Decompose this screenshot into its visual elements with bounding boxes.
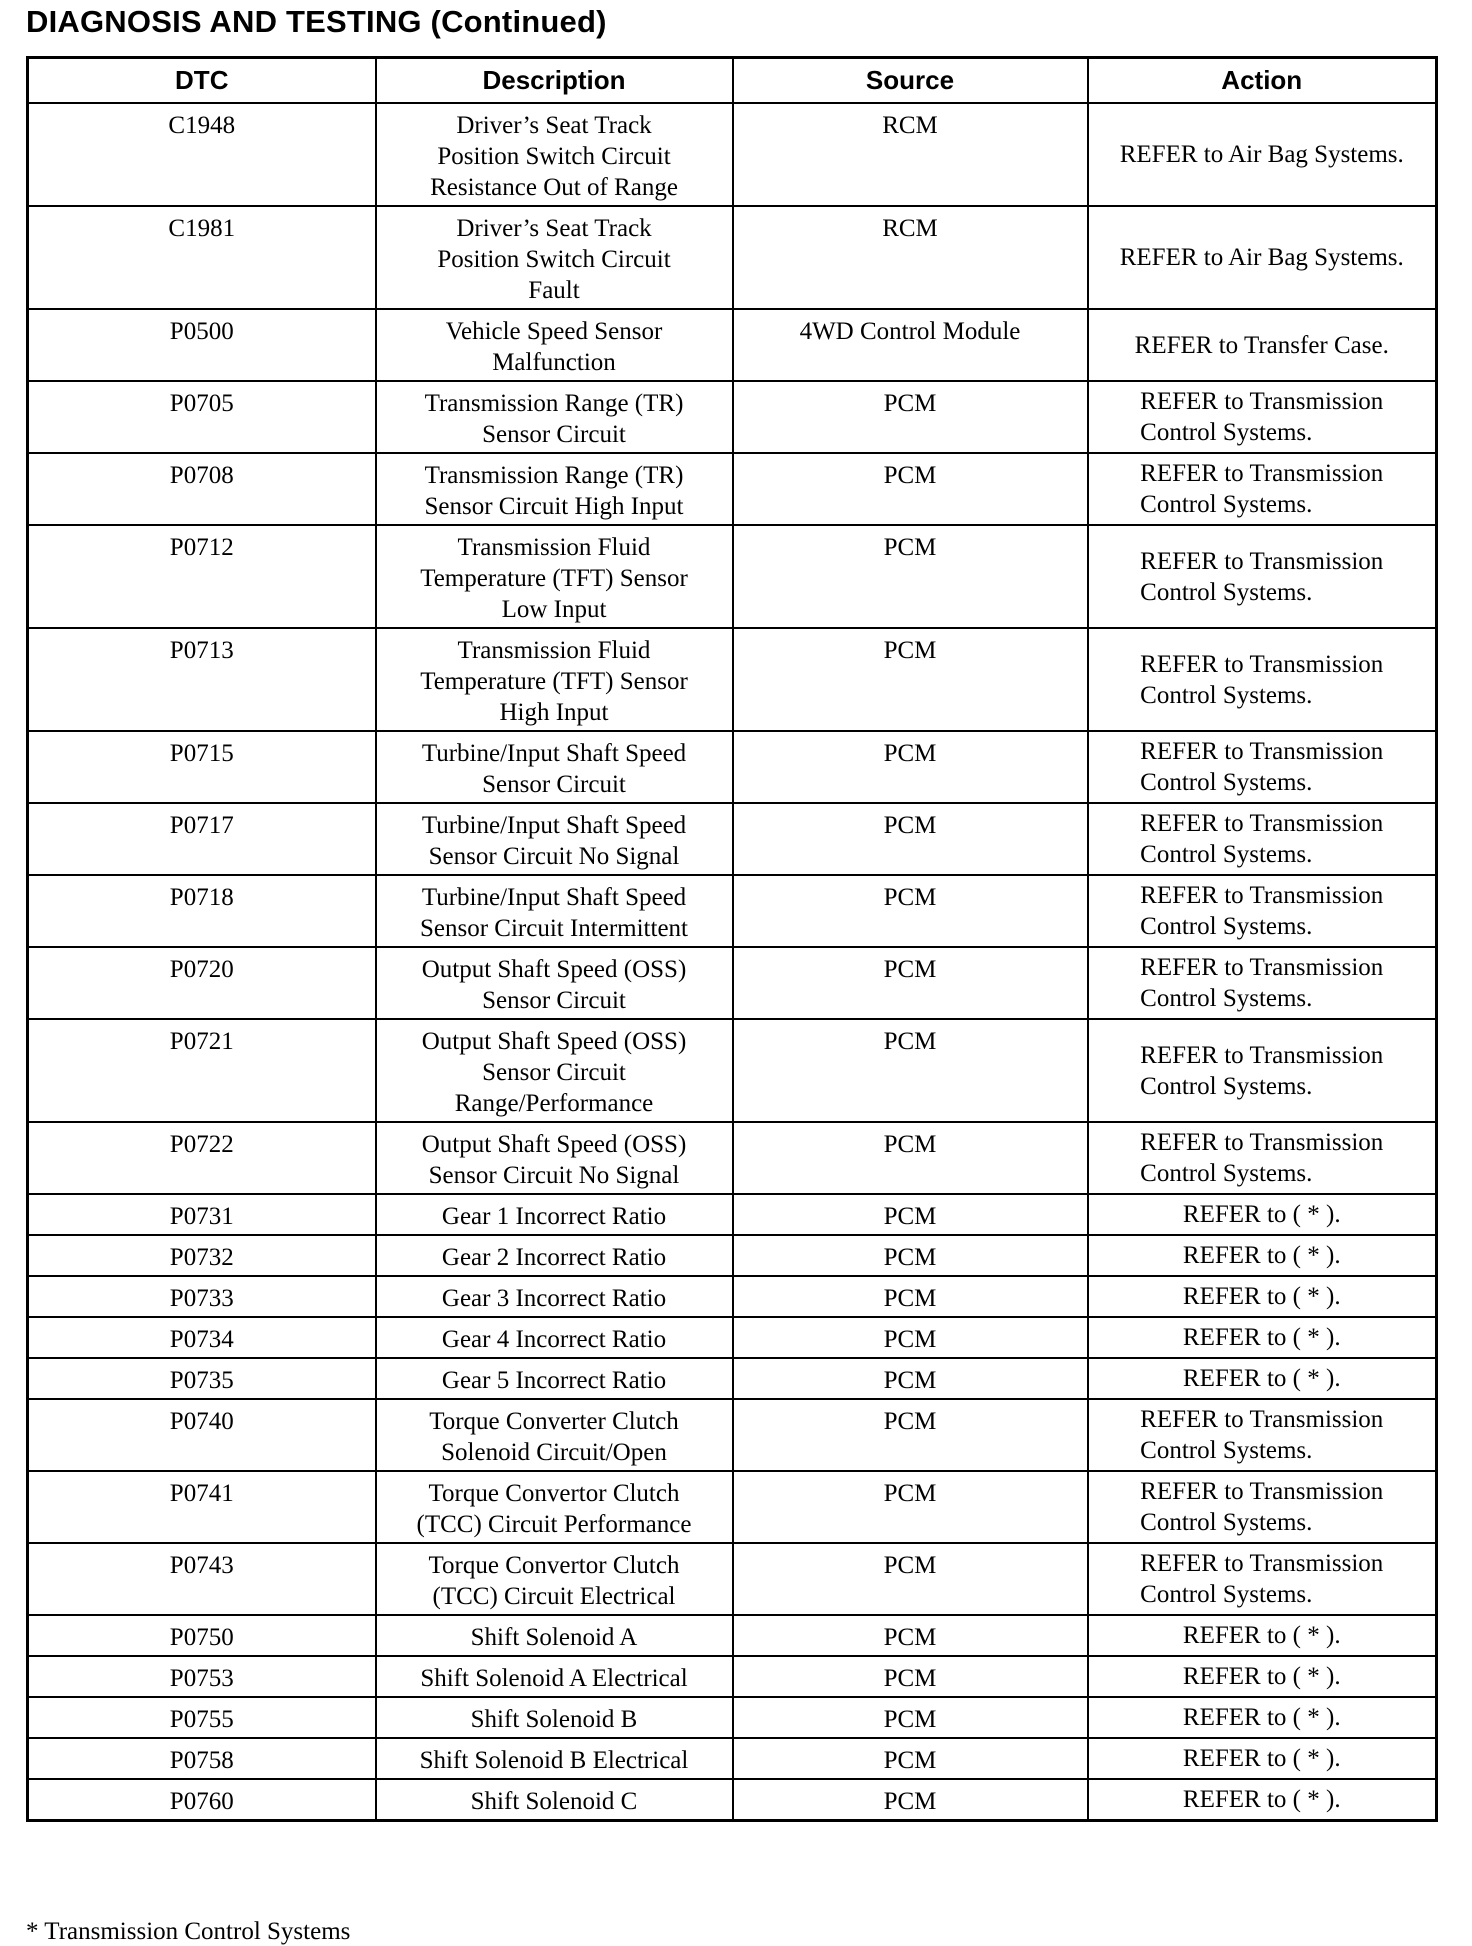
action-line: REFER to ( * ).: [1182, 1283, 1341, 1310]
dtc-source: PCM: [733, 525, 1088, 628]
action-line: REFER to Transmission: [1140, 1129, 1384, 1156]
dtc-code: P0713: [28, 628, 376, 731]
description-line: Output Shaft Speed (OSS): [421, 1028, 687, 1055]
dtc-action: [1088, 1317, 1437, 1358]
action-text: [1120, 242, 1404, 273]
dtc-source: PCM: [733, 875, 1088, 947]
action-line: REFER to Air Bag Systems.: [1119, 244, 1404, 271]
description-line: Sensor Circuit: [482, 771, 626, 798]
dtc-code: P0712: [28, 525, 376, 628]
description-line: Shift Solenoid A Electrical: [420, 1665, 688, 1692]
dtc-code: P0708: [28, 453, 376, 525]
dtc-description: [376, 1615, 733, 1656]
action-line: REFER to Transmission: [1140, 810, 1384, 837]
dtc-source: PCM: [733, 1399, 1088, 1471]
footnote: * Transmission Control Systems: [26, 1918, 351, 1945]
table-row: [28, 1276, 1437, 1317]
table-row: [28, 803, 1437, 875]
dtc-description: [376, 1019, 733, 1122]
table-row: [28, 1656, 1437, 1697]
dtc-source: PCM: [733, 453, 1088, 525]
description-line: Output Shaft Speed (OSS): [421, 1131, 687, 1158]
dtc-code: C1948: [28, 103, 376, 206]
description-line: Low Input: [501, 596, 607, 623]
action-text: [1183, 1702, 1341, 1733]
action-line: Control Systems.: [1140, 491, 1313, 518]
action-line: Control Systems.: [1140, 913, 1313, 940]
dtc-code: P0722: [28, 1122, 376, 1194]
action-text: [1140, 649, 1383, 711]
dtc-description: [376, 525, 733, 628]
description-line: Gear 4 Incorrect Ratio: [441, 1326, 667, 1353]
action-text: [1183, 1784, 1341, 1815]
dtc-source: PCM: [733, 1738, 1088, 1779]
table-row: [28, 1471, 1437, 1543]
description-line: Transmission Range (TR): [424, 390, 684, 417]
description-line: Driver’s Seat Track: [456, 215, 652, 242]
action-line: Control Systems.: [1140, 1072, 1313, 1100]
dtc-description: [376, 1317, 733, 1358]
description-line: Gear 3 Incorrect Ratio: [441, 1285, 667, 1312]
dtc-code: P0718: [28, 875, 376, 947]
dtc-action: [1088, 1358, 1437, 1399]
description-line: (TCC) Circuit Electrical: [432, 1583, 676, 1610]
action-line: REFER to Transmission: [1140, 1041, 1384, 1069]
dtc-description: [376, 1738, 733, 1779]
table-row: [28, 525, 1437, 628]
action-line: Control Systems.: [1140, 985, 1313, 1012]
description-line: High Input: [499, 699, 609, 726]
dtc-source: PCM: [733, 1019, 1088, 1122]
dtc-source: PCM: [733, 381, 1088, 453]
dtc-description: [376, 1399, 733, 1471]
dtc-action: [1088, 206, 1437, 309]
action-text: [1140, 808, 1383, 870]
action-line: Control Systems.: [1140, 1437, 1313, 1464]
action-text: [1140, 1404, 1383, 1466]
dtc-description: [376, 1471, 733, 1543]
description-line: Shift Solenoid C: [470, 1788, 638, 1815]
description-line: Temperature (TFT) Sensor: [420, 565, 688, 592]
description-line: Transmission Fluid: [457, 637, 651, 664]
description-line: Shift Solenoid B Electrical: [419, 1747, 689, 1774]
table-row: [28, 1399, 1437, 1471]
table-row: [28, 309, 1437, 381]
description-line: Transmission Range (TR): [424, 462, 684, 489]
dtc-action: [1088, 1471, 1437, 1543]
dtc-description: [376, 1697, 733, 1738]
dtc-action: [1088, 1399, 1437, 1471]
dtc-table: [26, 56, 1438, 1822]
action-text: [1183, 1322, 1341, 1353]
action-text: [1183, 1363, 1341, 1394]
description-line: (TCC) Circuit Performance: [416, 1511, 692, 1538]
action-line: REFER to ( * ).: [1182, 1242, 1341, 1269]
dtc-description: [376, 1276, 733, 1317]
dtc-code: P0740: [28, 1399, 376, 1471]
header-action: Action: [1088, 58, 1437, 104]
action-line: REFER to ( * ).: [1182, 1324, 1341, 1351]
action-line: REFER to Transmission: [1140, 1478, 1384, 1505]
action-line: REFER to Transmission: [1140, 650, 1384, 678]
action-text: [1183, 1743, 1341, 1774]
action-line: REFER to ( * ).: [1182, 1201, 1341, 1228]
description-line: Vehicle Speed Sensor: [445, 318, 663, 345]
dtc-action: [1088, 1235, 1437, 1276]
description-line: Shift Solenoid B: [470, 1706, 638, 1733]
description-line: Transmission Fluid: [457, 534, 651, 561]
table-row: [28, 1235, 1437, 1276]
dtc-description: [376, 875, 733, 947]
action-line: REFER to ( * ).: [1182, 1786, 1341, 1813]
dtc-description: [376, 947, 733, 1019]
dtc-description: [376, 381, 733, 453]
action-line: Control Systems.: [1140, 1581, 1313, 1608]
table-row: [28, 1697, 1437, 1738]
dtc-source: PCM: [733, 1543, 1088, 1615]
dtc-code: P0734: [28, 1317, 376, 1358]
dtc-source: PCM: [733, 1317, 1088, 1358]
description-line: Sensor Circuit High Input: [424, 493, 684, 520]
dtc-code: P0705: [28, 381, 376, 453]
action-line: Control Systems.: [1140, 578, 1313, 606]
action-text: [1135, 330, 1389, 361]
action-text: [1183, 1240, 1341, 1271]
description-line: Malfunction: [492, 349, 616, 376]
dtc-source: 4WD Control Module: [733, 309, 1088, 381]
page-title: DIAGNOSIS AND TESTING (Continued): [26, 4, 607, 39]
description-line: Torque Convertor Clutch: [428, 1480, 680, 1507]
dtc-source: PCM: [733, 1235, 1088, 1276]
description-line: Torque Converter Clutch: [429, 1408, 679, 1435]
action-text: [1140, 952, 1383, 1014]
dtc-action: [1088, 1738, 1437, 1779]
dtc-action: [1088, 1122, 1437, 1194]
description-line: Turbine/Input Shaft Speed: [421, 740, 687, 767]
dtc-description: [376, 628, 733, 731]
dtc-action: [1088, 309, 1437, 381]
dtc-action: [1088, 875, 1437, 947]
table-row: [28, 1615, 1437, 1656]
action-line: Control Systems.: [1140, 841, 1313, 868]
dtc-code: P0731: [28, 1194, 376, 1235]
action-line: REFER to Transmission: [1140, 388, 1384, 415]
dtc-description: [376, 1656, 733, 1697]
dtc-action: [1088, 1615, 1437, 1656]
action-line: REFER to Transmission: [1140, 1550, 1384, 1577]
action-line: REFER to Transmission: [1140, 547, 1384, 575]
dtc-action: [1088, 1697, 1437, 1738]
dtc-code: P0732: [28, 1235, 376, 1276]
action-line: REFER to Transmission: [1140, 1406, 1384, 1433]
dtc-action: [1088, 1779, 1437, 1821]
table-row: [28, 206, 1437, 309]
dtc-code: P0733: [28, 1276, 376, 1317]
description-line: Driver’s Seat Track: [456, 112, 652, 139]
dtc-code: C1981: [28, 206, 376, 309]
description-line: Temperature (TFT) Sensor: [420, 668, 688, 695]
table-row: [28, 453, 1437, 525]
dtc-action: [1088, 1019, 1437, 1122]
dtc-code: P0741: [28, 1471, 376, 1543]
action-text: [1140, 736, 1383, 798]
dtc-description: [376, 1122, 733, 1194]
description-line: Torque Convertor Clutch: [428, 1552, 680, 1579]
action-text: [1120, 139, 1404, 170]
action-line: REFER to ( * ).: [1182, 1365, 1341, 1392]
description-line: Gear 2 Incorrect Ratio: [441, 1244, 667, 1271]
description-line: Range/Performance: [454, 1090, 654, 1117]
dtc-description: [376, 731, 733, 803]
description-line: Sensor Circuit Intermittent: [419, 915, 688, 942]
table-body: [28, 103, 1437, 1821]
dtc-code: P0720: [28, 947, 376, 1019]
table-row: [28, 947, 1437, 1019]
description-line: Gear 1 Incorrect Ratio: [441, 1203, 667, 1230]
dtc-description: [376, 103, 733, 206]
dtc-description: [376, 1235, 733, 1276]
dtc-description: [376, 1779, 733, 1821]
table-row: [28, 381, 1437, 453]
action-text: [1140, 1548, 1383, 1610]
action-line: REFER to ( * ).: [1182, 1745, 1341, 1772]
action-line: REFER to Transmission: [1140, 882, 1384, 909]
dtc-action: [1088, 1656, 1437, 1697]
dtc-source: PCM: [733, 1615, 1088, 1656]
dtc-description: [376, 1358, 733, 1399]
dtc-description: [376, 206, 733, 309]
action-text: [1183, 1661, 1341, 1692]
dtc-code: P0750: [28, 1615, 376, 1656]
action-text: [1140, 546, 1383, 608]
dtc-action: [1088, 731, 1437, 803]
action-text: [1140, 386, 1383, 448]
description-line: Turbine/Input Shaft Speed: [421, 812, 687, 839]
table-row: [28, 1779, 1437, 1821]
action-line: REFER to ( * ).: [1182, 1663, 1341, 1690]
table-row: [28, 1019, 1437, 1122]
description-line: Fault: [528, 277, 580, 304]
dtc-description: [376, 803, 733, 875]
dtc-code: P0743: [28, 1543, 376, 1615]
dtc-source: PCM: [733, 1779, 1088, 1821]
action-text: [1140, 458, 1383, 520]
dtc-source: PCM: [733, 1697, 1088, 1738]
dtc-description: [376, 453, 733, 525]
dtc-description: [376, 1543, 733, 1615]
dtc-source: RCM: [733, 206, 1088, 309]
dtc-action: [1088, 1543, 1437, 1615]
action-line: Control Systems.: [1140, 769, 1313, 796]
dtc-action: [1088, 525, 1437, 628]
dtc-code: P0753: [28, 1656, 376, 1697]
action-line: REFER to Air Bag Systems.: [1119, 141, 1404, 168]
description-line: Sensor Circuit: [482, 987, 626, 1014]
dtc-code: P0735: [28, 1358, 376, 1399]
action-line: REFER to Transmission: [1140, 738, 1384, 765]
description-line: Gear 5 Incorrect Ratio: [441, 1367, 667, 1394]
description-line: Shift Solenoid A: [470, 1624, 638, 1651]
table-header-row: [28, 58, 1437, 104]
dtc-source: RCM: [733, 103, 1088, 206]
action-text: [1183, 1199, 1341, 1230]
dtc-code: P0500: [28, 309, 376, 381]
action-line: REFER to ( * ).: [1182, 1704, 1341, 1731]
dtc-action: [1088, 381, 1437, 453]
action-line: Control Systems.: [1140, 1509, 1313, 1536]
dtc-code: P0721: [28, 1019, 376, 1122]
table-row: [28, 1358, 1437, 1399]
dtc-code: P0715: [28, 731, 376, 803]
action-text: [1183, 1620, 1341, 1651]
table-row: [28, 1543, 1437, 1615]
dtc-source: PCM: [733, 731, 1088, 803]
dtc-source: PCM: [733, 803, 1088, 875]
header-description: Description: [376, 58, 733, 104]
action-line: REFER to Transmission: [1140, 954, 1384, 981]
description-line: Solenoid Circuit/Open: [441, 1439, 667, 1466]
dtc-source: PCM: [733, 1122, 1088, 1194]
table-row: [28, 1738, 1437, 1779]
table-row: [28, 875, 1437, 947]
description-line: Sensor Circuit: [482, 1059, 626, 1086]
action-text: [1140, 1476, 1383, 1538]
action-line: Control Systems.: [1140, 681, 1313, 709]
action-text: [1140, 880, 1383, 942]
dtc-source: PCM: [733, 947, 1088, 1019]
dtc-code: P0758: [28, 1738, 376, 1779]
description-line: Position Switch Circuit: [437, 143, 671, 170]
header-dtc: DTC: [28, 58, 376, 104]
action-line: REFER to Transmission: [1140, 460, 1384, 487]
action-text: [1140, 1127, 1383, 1189]
action-line: Control Systems.: [1140, 419, 1313, 446]
dtc-code: P0760: [28, 1779, 376, 1821]
action-line: REFER to Transfer Case.: [1134, 331, 1389, 359]
description-line: Position Switch Circuit: [437, 246, 671, 273]
dtc-source: PCM: [733, 1358, 1088, 1399]
dtc-source: PCM: [733, 1656, 1088, 1697]
description-line: Sensor Circuit No Signal: [428, 843, 680, 870]
table-row: [28, 628, 1437, 731]
table-row: [28, 1122, 1437, 1194]
table-row: [28, 1317, 1437, 1358]
dtc-source: PCM: [733, 1276, 1088, 1317]
dtc-action: [1088, 1276, 1437, 1317]
dtc-action: [1088, 947, 1437, 1019]
table-row: [28, 1194, 1437, 1235]
action-text: [1140, 1040, 1383, 1102]
dtc-source: PCM: [733, 1194, 1088, 1235]
dtc-code: P0755: [28, 1697, 376, 1738]
dtc-action: [1088, 803, 1437, 875]
header-source: Source: [733, 58, 1088, 104]
table-row: [28, 731, 1437, 803]
dtc-description: [376, 309, 733, 381]
description-line: Sensor Circuit No Signal: [428, 1162, 680, 1189]
dtc-action: [1088, 628, 1437, 731]
dtc-action: [1088, 453, 1437, 525]
action-text: [1183, 1281, 1341, 1312]
table-row: [28, 103, 1437, 206]
dtc-description: [376, 1194, 733, 1235]
description-line: Turbine/Input Shaft Speed: [421, 884, 687, 911]
description-line: Resistance Out of Range: [430, 174, 678, 201]
description-line: Sensor Circuit: [482, 421, 626, 448]
dtc-code: P0717: [28, 803, 376, 875]
description-line: Output Shaft Speed (OSS): [421, 956, 687, 983]
action-line: REFER to ( * ).: [1182, 1622, 1341, 1649]
dtc-action: [1088, 103, 1437, 206]
action-line: Control Systems.: [1140, 1160, 1313, 1187]
dtc-action: [1088, 1194, 1437, 1235]
dtc-source: PCM: [733, 628, 1088, 731]
dtc-source: PCM: [733, 1471, 1088, 1543]
